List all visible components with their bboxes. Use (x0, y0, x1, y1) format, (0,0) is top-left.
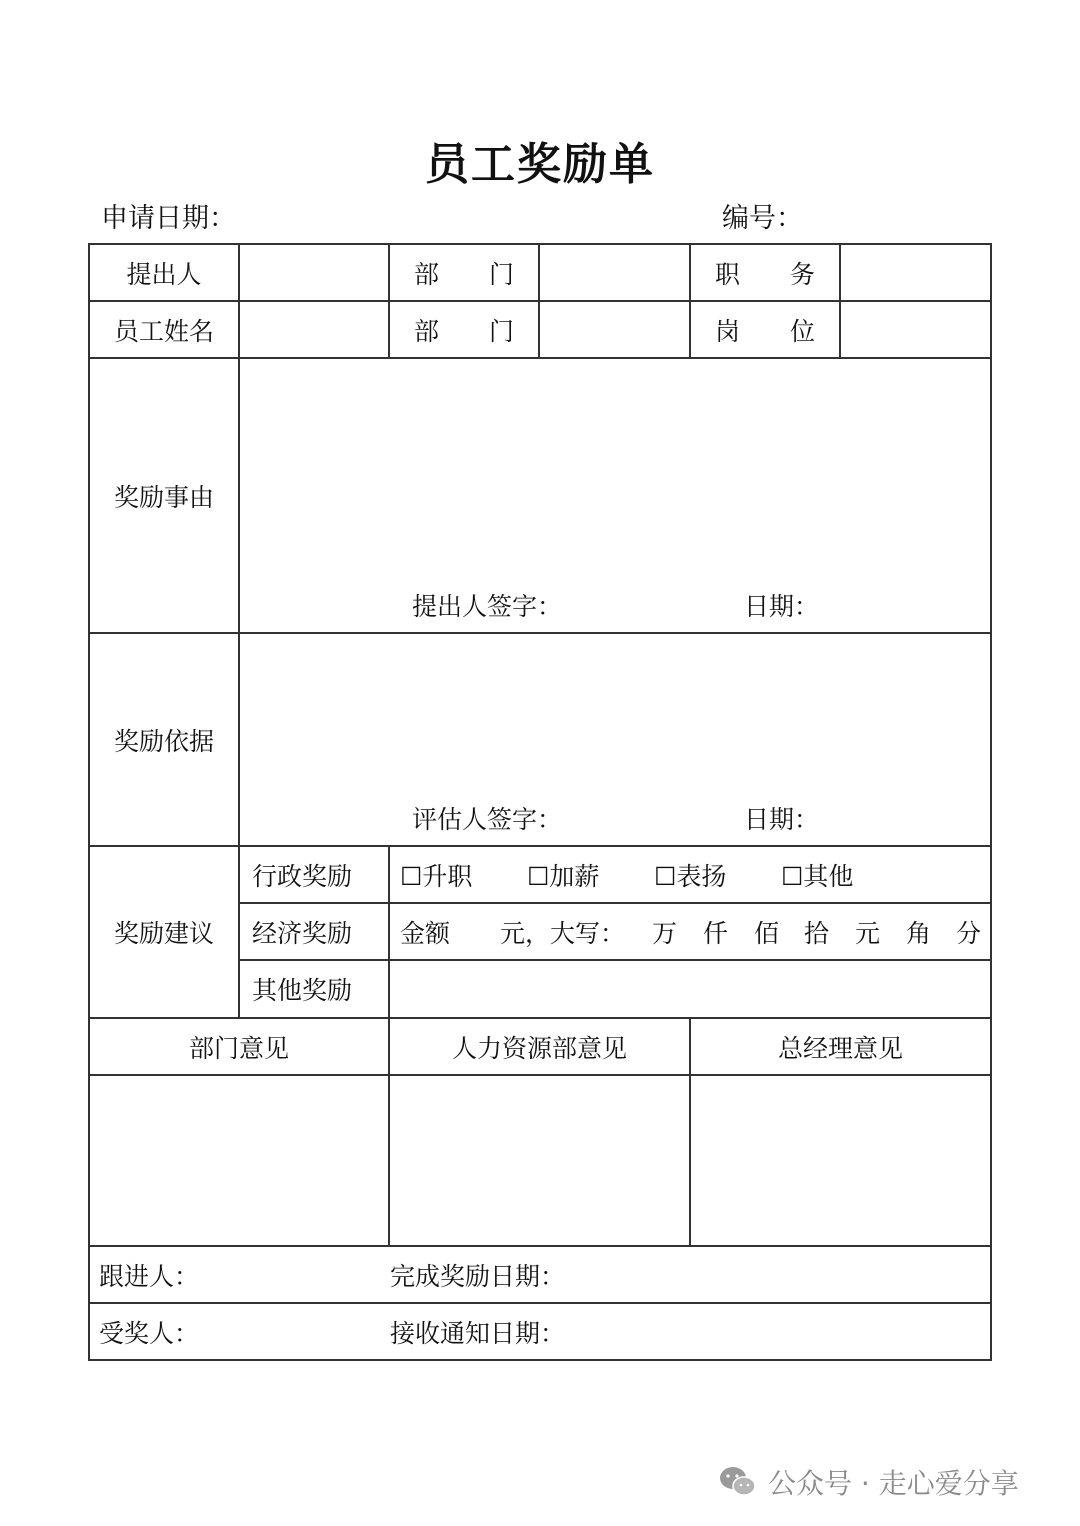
dept-label-2 (390, 302, 538, 357)
post-char-2: 位 (789, 316, 815, 346)
dept-opinion-field[interactable] (90, 1076, 388, 1245)
option-raise[interactable]: ☐加薪 (527, 861, 600, 891)
unit-shi: 拾 (804, 918, 830, 948)
recipient-label: 受奖人： (99, 1318, 200, 1348)
employee-name-label: 员工姓名 (113, 316, 214, 346)
dept-char-2: 门 (488, 316, 514, 346)
economic-reward-label: 经济奖励 (252, 918, 353, 948)
position-label (691, 245, 839, 300)
post-char-1: 岗 (715, 316, 741, 346)
dept-label-1 (390, 245, 538, 300)
post-field[interactable] (841, 302, 989, 357)
unit-fen: 分 (956, 918, 982, 948)
watermark (718, 1462, 1019, 1502)
proposer-dept-field[interactable] (540, 245, 688, 300)
amount-upper-label: 元，大写： (500, 918, 626, 948)
employee-dept-field[interactable] (540, 302, 688, 357)
employee-name-field[interactable] (240, 302, 388, 357)
hr-opinion-label: 人力资源部意见 (451, 1033, 627, 1063)
reason-field[interactable] (240, 359, 990, 579)
unit-wan: 万 (652, 918, 678, 948)
post-label (691, 302, 839, 357)
suggestion-label: 奖励建议 (113, 919, 214, 948)
option-praise[interactable]: ☐表扬 (654, 861, 727, 891)
unit-yuan: 元 (855, 918, 881, 948)
number-label: 编号： (722, 203, 803, 234)
basis-field[interactable] (240, 634, 990, 794)
wechat-icon (718, 1464, 758, 1500)
reason-label: 奖励事由 (113, 482, 214, 512)
other-reward-field[interactable] (390, 961, 990, 1017)
dept-char-1: 部 (414, 259, 440, 289)
follower-label: 跟进人： (99, 1261, 200, 1291)
option-promotion[interactable]: ☐升职 (400, 861, 473, 891)
hr-opinion-field[interactable] (390, 1076, 689, 1245)
other-reward-label: 其他奖励 (252, 976, 353, 1005)
proposer-field[interactable] (240, 245, 388, 300)
unit-qian: 仟 (703, 918, 729, 948)
apply-date-label: 申请日期： (101, 203, 236, 234)
complete-date-label: 完成奖励日期： (390, 1261, 566, 1291)
watermark-text: 公众号 · 走心爱分享 (768, 1467, 1019, 1500)
page-title: 员工奖励单 (425, 139, 655, 190)
notify-date-label: 接收通知日期： (390, 1318, 566, 1348)
unit-bai: 佰 (754, 918, 780, 948)
reason-date-label: 日期： (744, 592, 820, 621)
unit-jiao: 角 (906, 918, 932, 948)
gm-opinion-field[interactable] (691, 1076, 990, 1245)
position-char-1: 职 (715, 259, 741, 289)
proposer-label: 提出人 (126, 259, 202, 289)
position-field[interactable] (841, 245, 989, 300)
dept-char-2: 门 (488, 259, 514, 289)
amount-label: 金额 (400, 918, 451, 948)
option-other[interactable]: ☐其他 (781, 861, 854, 891)
basis-date-label: 日期： (744, 805, 820, 834)
position-char-2: 务 (789, 259, 815, 289)
dept-char-1: 部 (414, 316, 440, 346)
gm-opinion-label: 总经理意见 (777, 1033, 903, 1063)
admin-reward-label: 行政奖励 (252, 861, 353, 891)
dept-opinion-label: 部门意见 (188, 1033, 289, 1063)
reason-signer-label: 提出人签字： (412, 592, 563, 621)
basis-label: 奖励依据 (113, 726, 214, 756)
basis-signer-label: 评估人签字： (412, 805, 563, 834)
